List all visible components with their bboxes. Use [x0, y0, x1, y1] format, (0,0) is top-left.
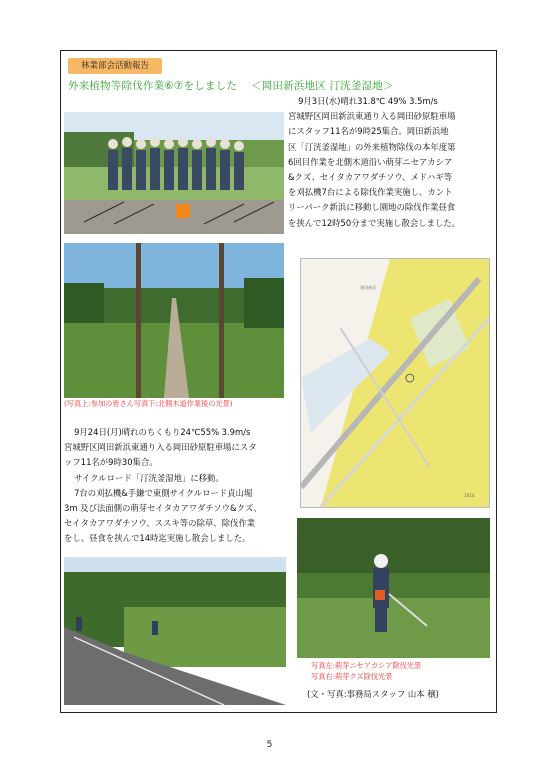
group-photo [64, 112, 284, 234]
report2-line: 宮城野区岡田新浜東通り入る岡田砂原駐車場にスタ [64, 442, 257, 453]
caption-right-line: 写真左:萌芽ニセアカシア除伐光景 [311, 661, 422, 670]
report-september-24 [64, 425, 292, 547]
area-map [300, 258, 490, 508]
report1-line: を挟んで12時50分まで実施し散会しました。 [288, 217, 461, 228]
report2-line: セイタカアワダチソウ、ススキ等の除草、除伐作業 [64, 518, 256, 529]
map-year-label: 2024. [464, 493, 476, 499]
photo-caption-left: (写真上:参加の皆さん写真下:北側木道作業後の光景) [64, 399, 233, 408]
report1-line: 宮城野区岡田新浜東通り入る岡田砂原駐車場 [288, 111, 456, 122]
headline-title: 外来植物等除伐作業⑥⑦をしました [68, 80, 238, 92]
caption-right-line: 写真右:萌芽クズ除伐光景 [311, 672, 393, 681]
report2-line: ッフ11名が9時30集合。 [64, 457, 158, 468]
photo-caption-right [311, 660, 421, 682]
cycle-road-photo [64, 557, 286, 705]
report2-line: サイクルロード「汀洸釜湿地」に移動。 [74, 472, 224, 483]
report2-line: 3m 及び法面側の萌芽セイタカアワダチソウ&クズ、 [64, 503, 262, 514]
page-number: 5 [266, 740, 273, 750]
report1-line: &クズ、セイタカアワダチソウ、メドハギ等 [288, 172, 453, 183]
report1-line: にスタッフ11名が9時25集合。岡田新浜地 [288, 126, 449, 137]
report1-line: を刈払機7台による除伐作業実施し、カント [288, 187, 453, 198]
report1-line: 6回目作業を北側木道沿い萌芽ニセアカシア [288, 156, 453, 167]
report2-line: 7台の刈払機&手鎌で東側サイクルロード貞山堀 [74, 487, 253, 498]
article-headline [68, 78, 493, 93]
report1-line: リーパーク新浜に移動し園地の除伐作業昼食 [288, 202, 456, 213]
author-credit: (文・写真:事務局スタッフ 山本 穣) [307, 689, 439, 699]
report1-line: 区「汀洸釜湿地」の外来植物除伐の本年度第 [288, 141, 456, 152]
section-badge: 林業部会活動報告 [68, 58, 162, 74]
worker-photo [297, 518, 490, 658]
map-place-label: 岡田新浜 [360, 284, 377, 290]
report2-line: 9月24日(月)晴れのちくもり24℃55% 3.9m/s [74, 427, 251, 437]
report2-line: をし、昼食を挟んで14時迄実施し散会しました。 [64, 533, 251, 544]
boardwalk-photo [64, 243, 284, 398]
report-september-3 [288, 94, 493, 231]
headline-location: ＜岡田新浜地区 汀洸釜湿地＞ [251, 80, 394, 92]
report1-line: 9月3日(水)晴れ31.8℃ 49% 3.5m/s [298, 96, 438, 106]
